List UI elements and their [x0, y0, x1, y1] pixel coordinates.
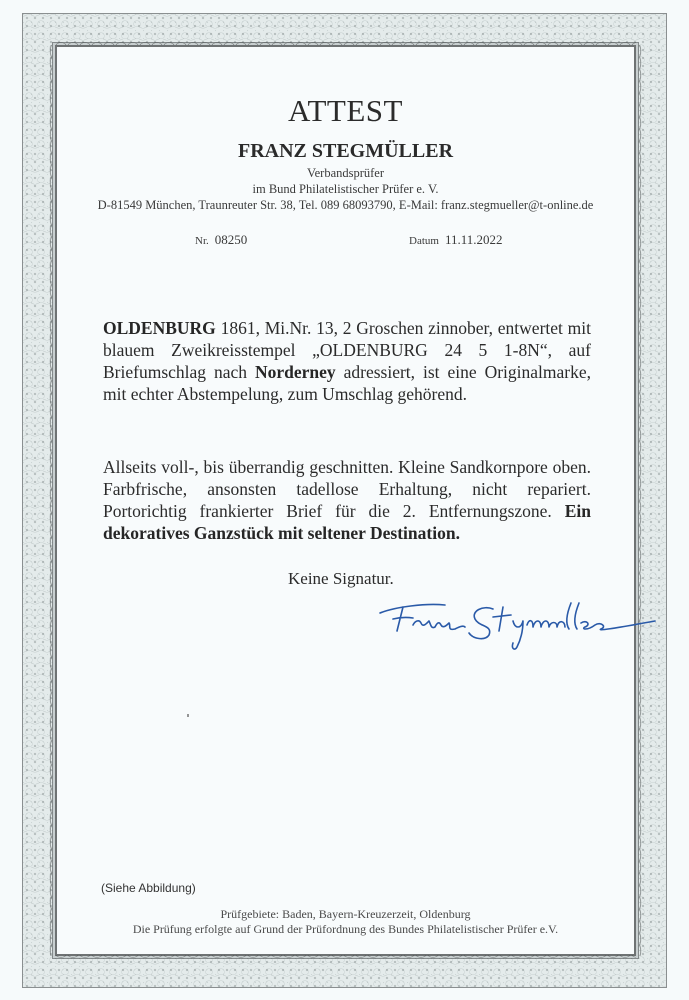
exam-regulation: Die Prüfung erfolgte auf Grund der Prüfordnung des Bundes Philatelistischer Prüfer e.V. — [132, 922, 559, 936]
destination: Norderney — [254, 362, 336, 382]
association-name: im Bund Philatelistischer Prüfer e. V. — [252, 182, 439, 196]
description-text-a: 1861, Mi.Nr. 13, 2 Groschen zinnober, entwertet mit blauem Zweikreisstempel „OLDENBURG 24 5 1-8N“, auf Briefumschlag nach — [103, 318, 591, 382]
border-scallop-right — [636, 45, 642, 956]
certificate-title: ATTEST — [288, 93, 403, 128]
border-scallop-bottom — [55, 955, 636, 961]
date-value: 11.11.2022 — [444, 232, 503, 247]
number-value: 08250 — [214, 232, 248, 247]
examiner-name: FRANZ STEGMÜLLER — [237, 140, 454, 162]
examiner-signature — [375, 595, 665, 655]
date-label: Datum — [409, 235, 439, 247]
border-scallop-top — [55, 39, 636, 45]
description-paragraph — [103, 317, 591, 405]
contact-address: D-81549 München, Traunreuter Str. 38, Tel. 089 68093790, E-Mail: franz.stegmueller@t-online.de — [97, 198, 594, 212]
scan-speck — [187, 714, 189, 717]
exam-areas: Prüfgebiete: Baden, Bayern-Kreuzerzeit, Oldenburg — [220, 907, 471, 921]
examiner-role: Verbandsprüfer — [306, 166, 385, 180]
stamp-origin: OLDENBURG — [103, 318, 216, 338]
certificate-date — [409, 232, 503, 248]
see-image-note: (Siehe Abbildung) — [101, 881, 196, 895]
number-label: Nr. — [195, 235, 209, 247]
condition-text: Allseits voll-, bis überrandig geschnitten. Kleine Sandkornpore oben. Farbfrische, ansonsten tadellose Erhaltung, nicht repariert. Portorichtig frankierter Brief für die 2. Entfernungszone. — [103, 457, 591, 521]
conclusion-text: Ein dekoratives Ganzstück mit seltener Destination. — [103, 501, 591, 543]
description-text-b: adressiert, ist eine Originalmarke, mit echter Abstempelung, zum Umschlag gehörend. — [103, 362, 591, 404]
certificate-number — [195, 232, 247, 248]
condition-paragraph — [103, 456, 591, 544]
no-signature-note: Keine Signatur. — [288, 569, 394, 588]
